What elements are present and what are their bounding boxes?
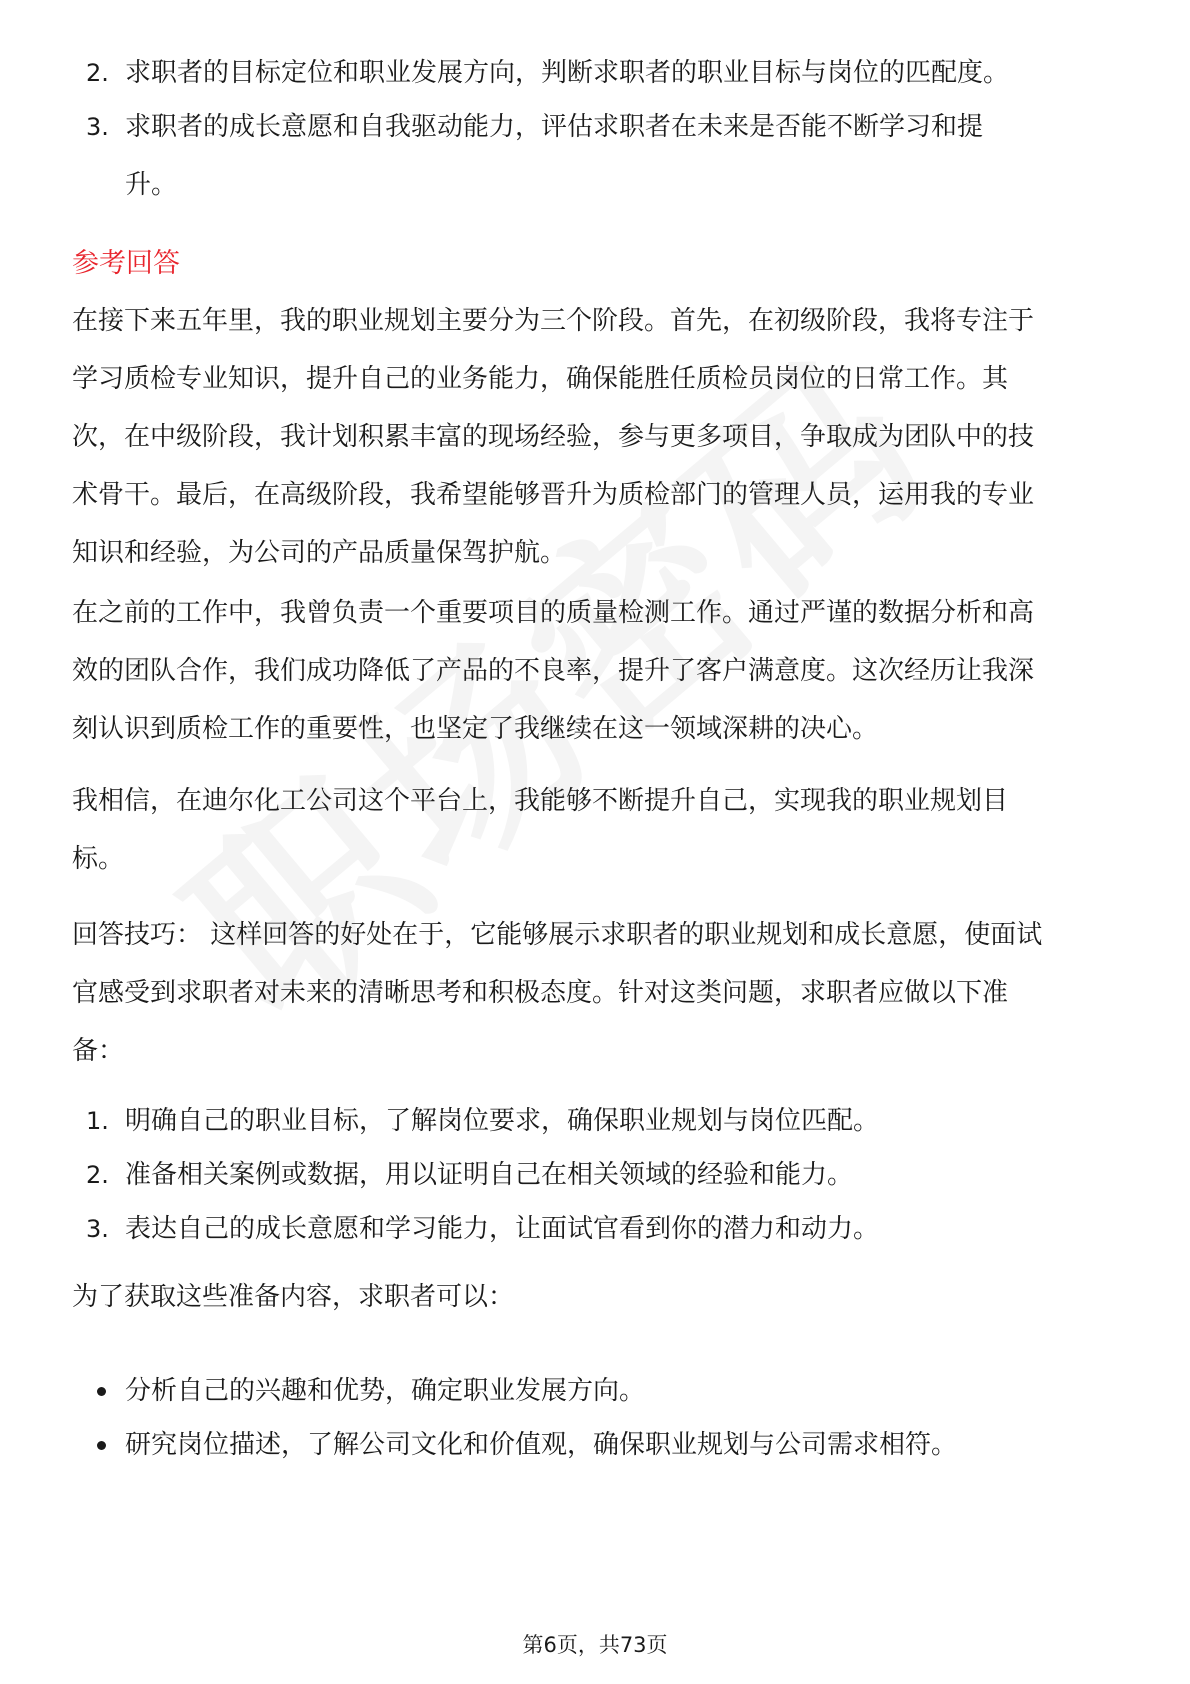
list-item-number: 3. xyxy=(86,113,109,141)
bullet-icon xyxy=(97,1441,106,1450)
intro-text: 为了获取这些准备内容，求职者可以： xyxy=(72,1282,515,1312)
tips-paragraph: 回答技巧： 这样回答的好处在于，它能够展示求职者的职业规划和成长意愿，使面试官感受到求职者对未来的清晰思考和积极态度。针对这类问题，求职者应做以下准备： xyxy=(72,920,1043,1066)
list-item-text: 表达自己的成长意愿和学习能力，让面试官看到你的潜力和动力。 xyxy=(125,1214,880,1244)
list-item-text: 准备相关案例或数据，用以证明自己在相关领域的经验和能力。 xyxy=(125,1160,854,1190)
list-item-text: 明确自己的职业目标，了解岗位要求，确保职业规划与岗位匹配。 xyxy=(125,1106,880,1136)
answer-paragraph-2: 在之前的工作中，我曾负责一个重要项目的质量检测工作。通过严谨的数据分析和高效的团队合作，我们成功降低了产品的不良率，提升了客户满意度。这次经历让我深刻认识到质检工作的重要性，也坚定了我继续在这一领域深耕的决心。 xyxy=(72,598,1035,744)
list-item-number: 1. xyxy=(86,1107,109,1135)
list-item-number: 2. xyxy=(86,59,109,87)
bullet-icon xyxy=(97,1387,106,1396)
list-item-text: 研究岗位描述，了解公司文化和价值观，确保职业规划与公司需求相符。 xyxy=(125,1430,958,1460)
list-item-number: 3. xyxy=(86,1215,109,1243)
list-item-text: 求职者的成长意愿和自我驱动能力，评估求职者在未来是否能不断学习和提升。 xyxy=(125,112,984,200)
answer-paragraph-3: 我相信，在迪尔化工公司这个平台上，我能够不断提升自己，实现我的职业规划目标。 xyxy=(72,786,1009,874)
list-item-text: 分析自己的兴趣和优势，确定职业发展方向。 xyxy=(125,1376,646,1406)
list-item-number: 2. xyxy=(86,1161,109,1189)
answer-paragraph-1: 在接下来五年里，我的职业规划主要分为三个阶段。首先，在初级阶段，我将专注于学习质检专业知识，提升自己的业务能力，确保能胜任质检员岗位的日常工作。其次，在中级阶段，我计划积累丰富的现场经验，参与更多项目，争取成为团队中的技术骨干。最后，在高级阶段，我希望能够晋升为质检部门的管理人员，运用我的专业知识和经验，为公司的产品质量保驾护航。 xyxy=(72,306,1035,568)
list-item-text: 求职者的目标定位和职业发展方向，判断求职者的职业目标与岗位的匹配度。 xyxy=(125,58,1010,88)
section-heading: 参考回答 xyxy=(72,248,180,279)
page-number: 第6页，共73页 xyxy=(522,1633,668,1657)
